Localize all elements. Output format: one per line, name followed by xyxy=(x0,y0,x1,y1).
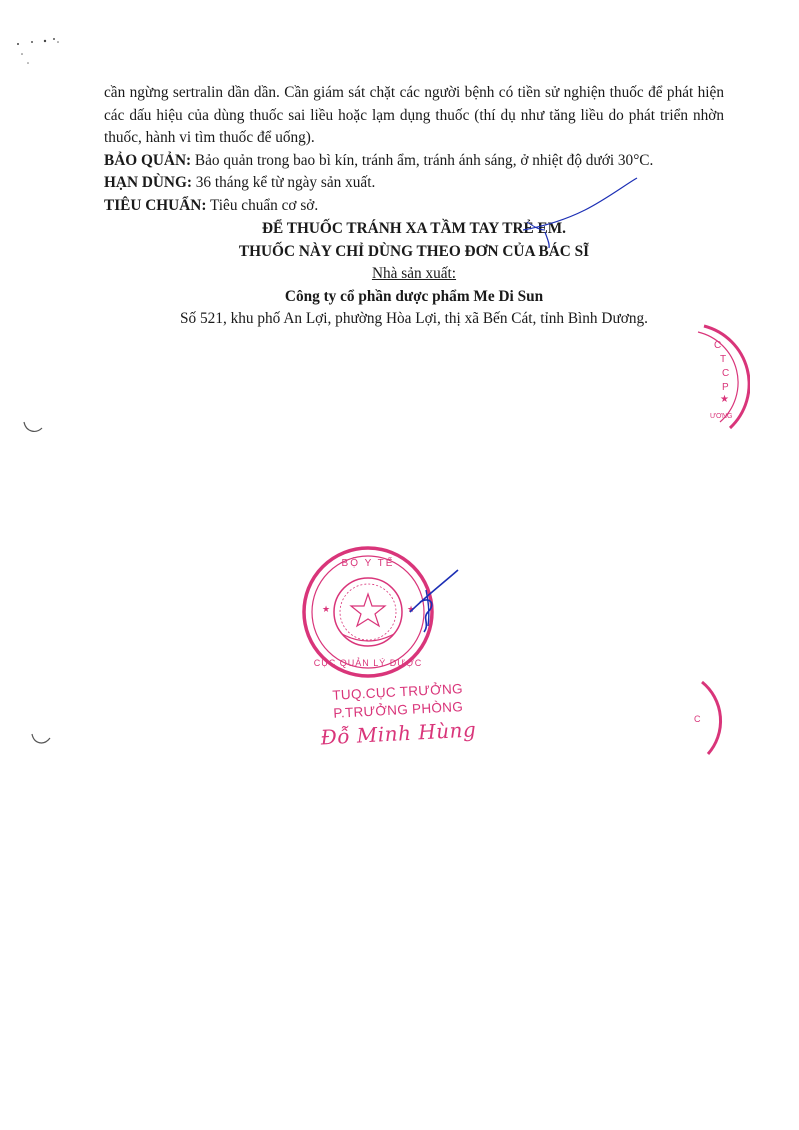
svg-text:C: C xyxy=(722,368,730,379)
signatory-title-2: P.TRƯỞNG PHÒNG xyxy=(332,699,464,721)
svg-text:P: P xyxy=(722,382,729,393)
svg-text:T: T xyxy=(720,354,727,365)
manufacturer-name: Công ty cổ phần dược phẩm Me Di Sun xyxy=(284,287,544,305)
handwritten-signature xyxy=(390,560,470,640)
side-effects-paragraph: cần ngừng sertralin dần dần. Cần giám sát chặt các người bệnh có tiền sử nghiện thuốc để phát hiện các dấu hiệu của dùng thuốc sai liều hoặc lạm dụng thuốc (thí dụ như tăng liều do phát triển nhờn thuốc, hành vi tìm thuốc để uống). xyxy=(104,84,724,146)
scan-specks xyxy=(10,28,70,68)
svg-text:★: ★ xyxy=(407,604,416,614)
standard-text: Tiêu chuẩn cơ sở. xyxy=(206,196,319,214)
punch-hole-mark xyxy=(22,418,44,436)
signatory-title-1: TUQ.CỤC TRƯỞNG xyxy=(332,681,464,703)
svg-text:★: ★ xyxy=(322,604,331,614)
svg-text:★: ★ xyxy=(720,394,729,405)
seal-bottom-text: CỤC QUẢN LÝ DƯỢC xyxy=(313,658,423,668)
signature-block xyxy=(310,678,513,750)
manufacturer-heading: Nhà sản xuất: xyxy=(371,265,457,282)
ink-signature-stroke xyxy=(505,170,645,250)
svg-text:ƯƠNG: ƯƠNG xyxy=(710,413,733,420)
warning-prescription: THUỐC NÀY CHỈ DÙNG THEO ĐƠN CỦA BÁC SĨ xyxy=(238,242,590,260)
signatory-name: Đỗ Minh Hùng xyxy=(319,717,477,750)
edge-seal-text-1: C xyxy=(714,340,722,351)
manufacturer-address: Số 521, khu phố An Lợi, phường Hòa Lợi, thị xã Bến Cát, tỉnh Bình Dương. xyxy=(180,310,648,327)
edge-company-seal xyxy=(690,318,750,438)
storage-line xyxy=(104,150,724,173)
svg-text:C: C xyxy=(694,714,701,724)
warning-children: ĐỂ THUỐC TRÁNH XA TẦM TAY TRẺ EM. xyxy=(261,220,567,237)
seal-top-text: BỘ Y TẾ xyxy=(341,558,395,569)
storage-label: BẢO QUẢN: xyxy=(104,151,192,169)
edge-company-seal-lower xyxy=(690,678,730,758)
punch-hole-mark xyxy=(30,730,52,748)
standard-label: TIÊU CHUẨN: xyxy=(104,196,207,214)
storage-text: Bảo quản trong bao bì kín, tránh ẩm, tránh ánh sáng, ở nhiệt độ dưới 30°C. xyxy=(191,151,654,169)
expiry-label: HẠN DÙNG: xyxy=(104,174,192,191)
expiry-text: 36 tháng kể từ ngày sản xuất. xyxy=(191,174,376,191)
